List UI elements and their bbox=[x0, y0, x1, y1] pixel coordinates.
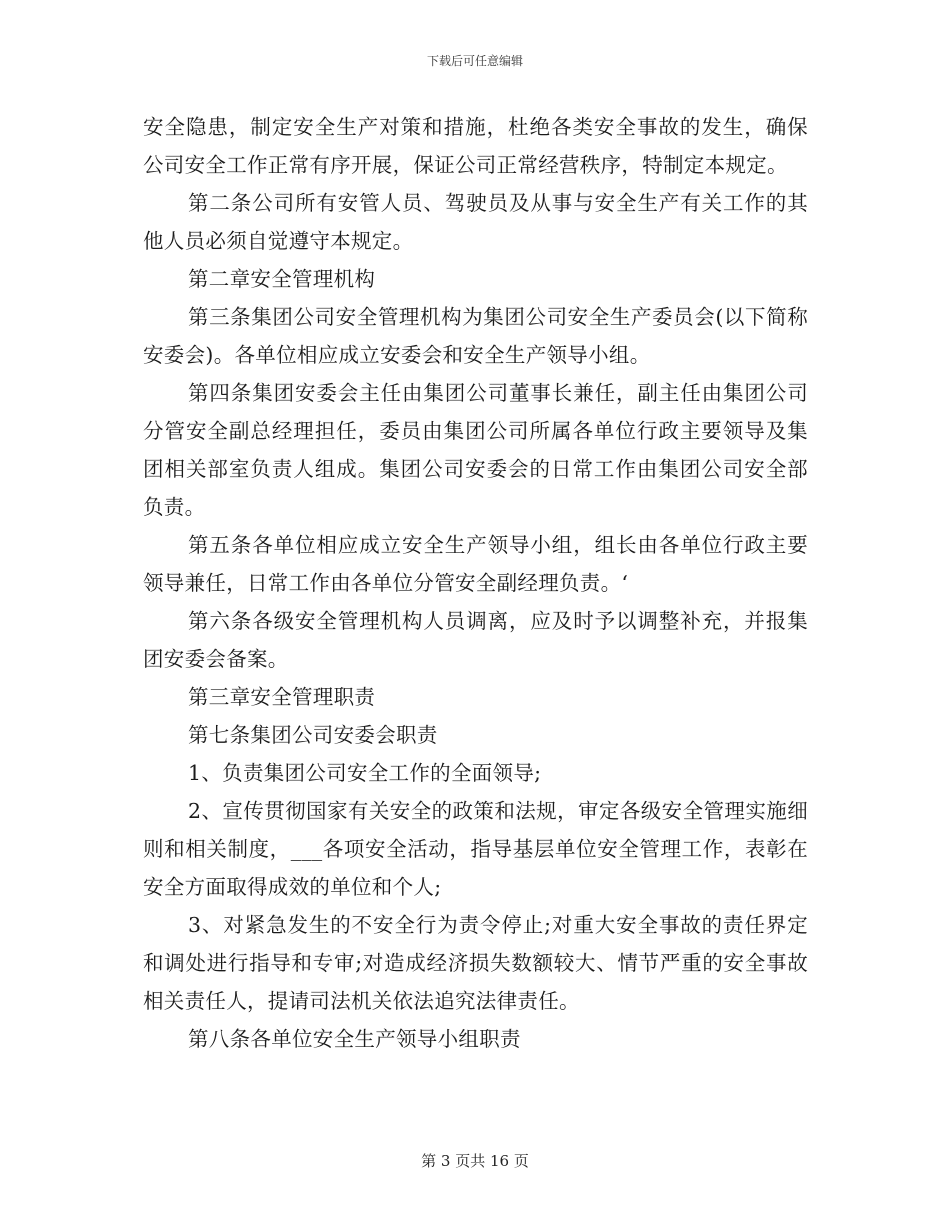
paragraph: 第六条各级安全管理机构人员调离，应及时予以调整补充，并报集团安委会备案。 bbox=[143, 609, 808, 671]
paragraph: 安全隐患，制定安全生产对策和措施，杜绝各类安全事故的发生，确保公司安全工作正常有序开展，保证公司正常经营秩序，特制定本规定。 bbox=[143, 115, 808, 177]
page-footer: 第 3 页共 16 页 bbox=[421, 1152, 529, 1170]
paragraph: 第四条集团安委会主任由集团公司董事长兼任，副主任由集团公司分管安全副总经理担任，委员由集团公司所属各单位行政主要领导及集团相关部室负责人组成。集团公司安委会的日常工作由集团公司安全部负责。 bbox=[143, 381, 808, 519]
paragraph: 第二条公司所有安管人员、驾驶员及从事与安全生产有关工作的其他人员必须自觉遵守本规定。 bbox=[143, 191, 808, 253]
list-item: 3、对紧急发生的不安全行为责令停止;对重大安全事故的责任界定和调处进行指导和专审;对造成经济损失数额较大、情节严重的安全事故相关责任人，提请司法机关依法追究法律责任。 bbox=[143, 913, 808, 1013]
list-item: 1、负责集团公司安全工作的全面领导; bbox=[188, 761, 542, 785]
chapter-heading: 第三章安全管理职责 bbox=[188, 685, 376, 709]
page-header: 下载后可任意编辑 bbox=[426, 54, 523, 68]
paragraph: 第五条各单位相应成立安全生产领导小组，组长由各单位行政主要领导兼任，日常工作由各单位分管安全副经理负责。‘ bbox=[143, 533, 808, 595]
article-heading: 第八条各单位安全生产领导小组职责 bbox=[188, 1027, 521, 1051]
chapter-heading: 第二章安全管理机构 bbox=[188, 267, 376, 291]
article-heading: 第七条集团公司安委会职责 bbox=[188, 723, 438, 747]
document-body bbox=[143, 108, 808, 1058]
list-item: 2、宣传贯彻国家有关安全的政策和法规，审定各级安全管理实施细则和相关制度，___各项安全活动，指导基层单位安全管理工作，表彰在安全方面取得成效的单位和个人; bbox=[143, 799, 808, 899]
paragraph: 第三条集团公司安全管理机构为集团公司安全生产委员会(以下简称安委会)。各单位相应成立安委会和安全生产领导小组。 bbox=[143, 305, 808, 367]
